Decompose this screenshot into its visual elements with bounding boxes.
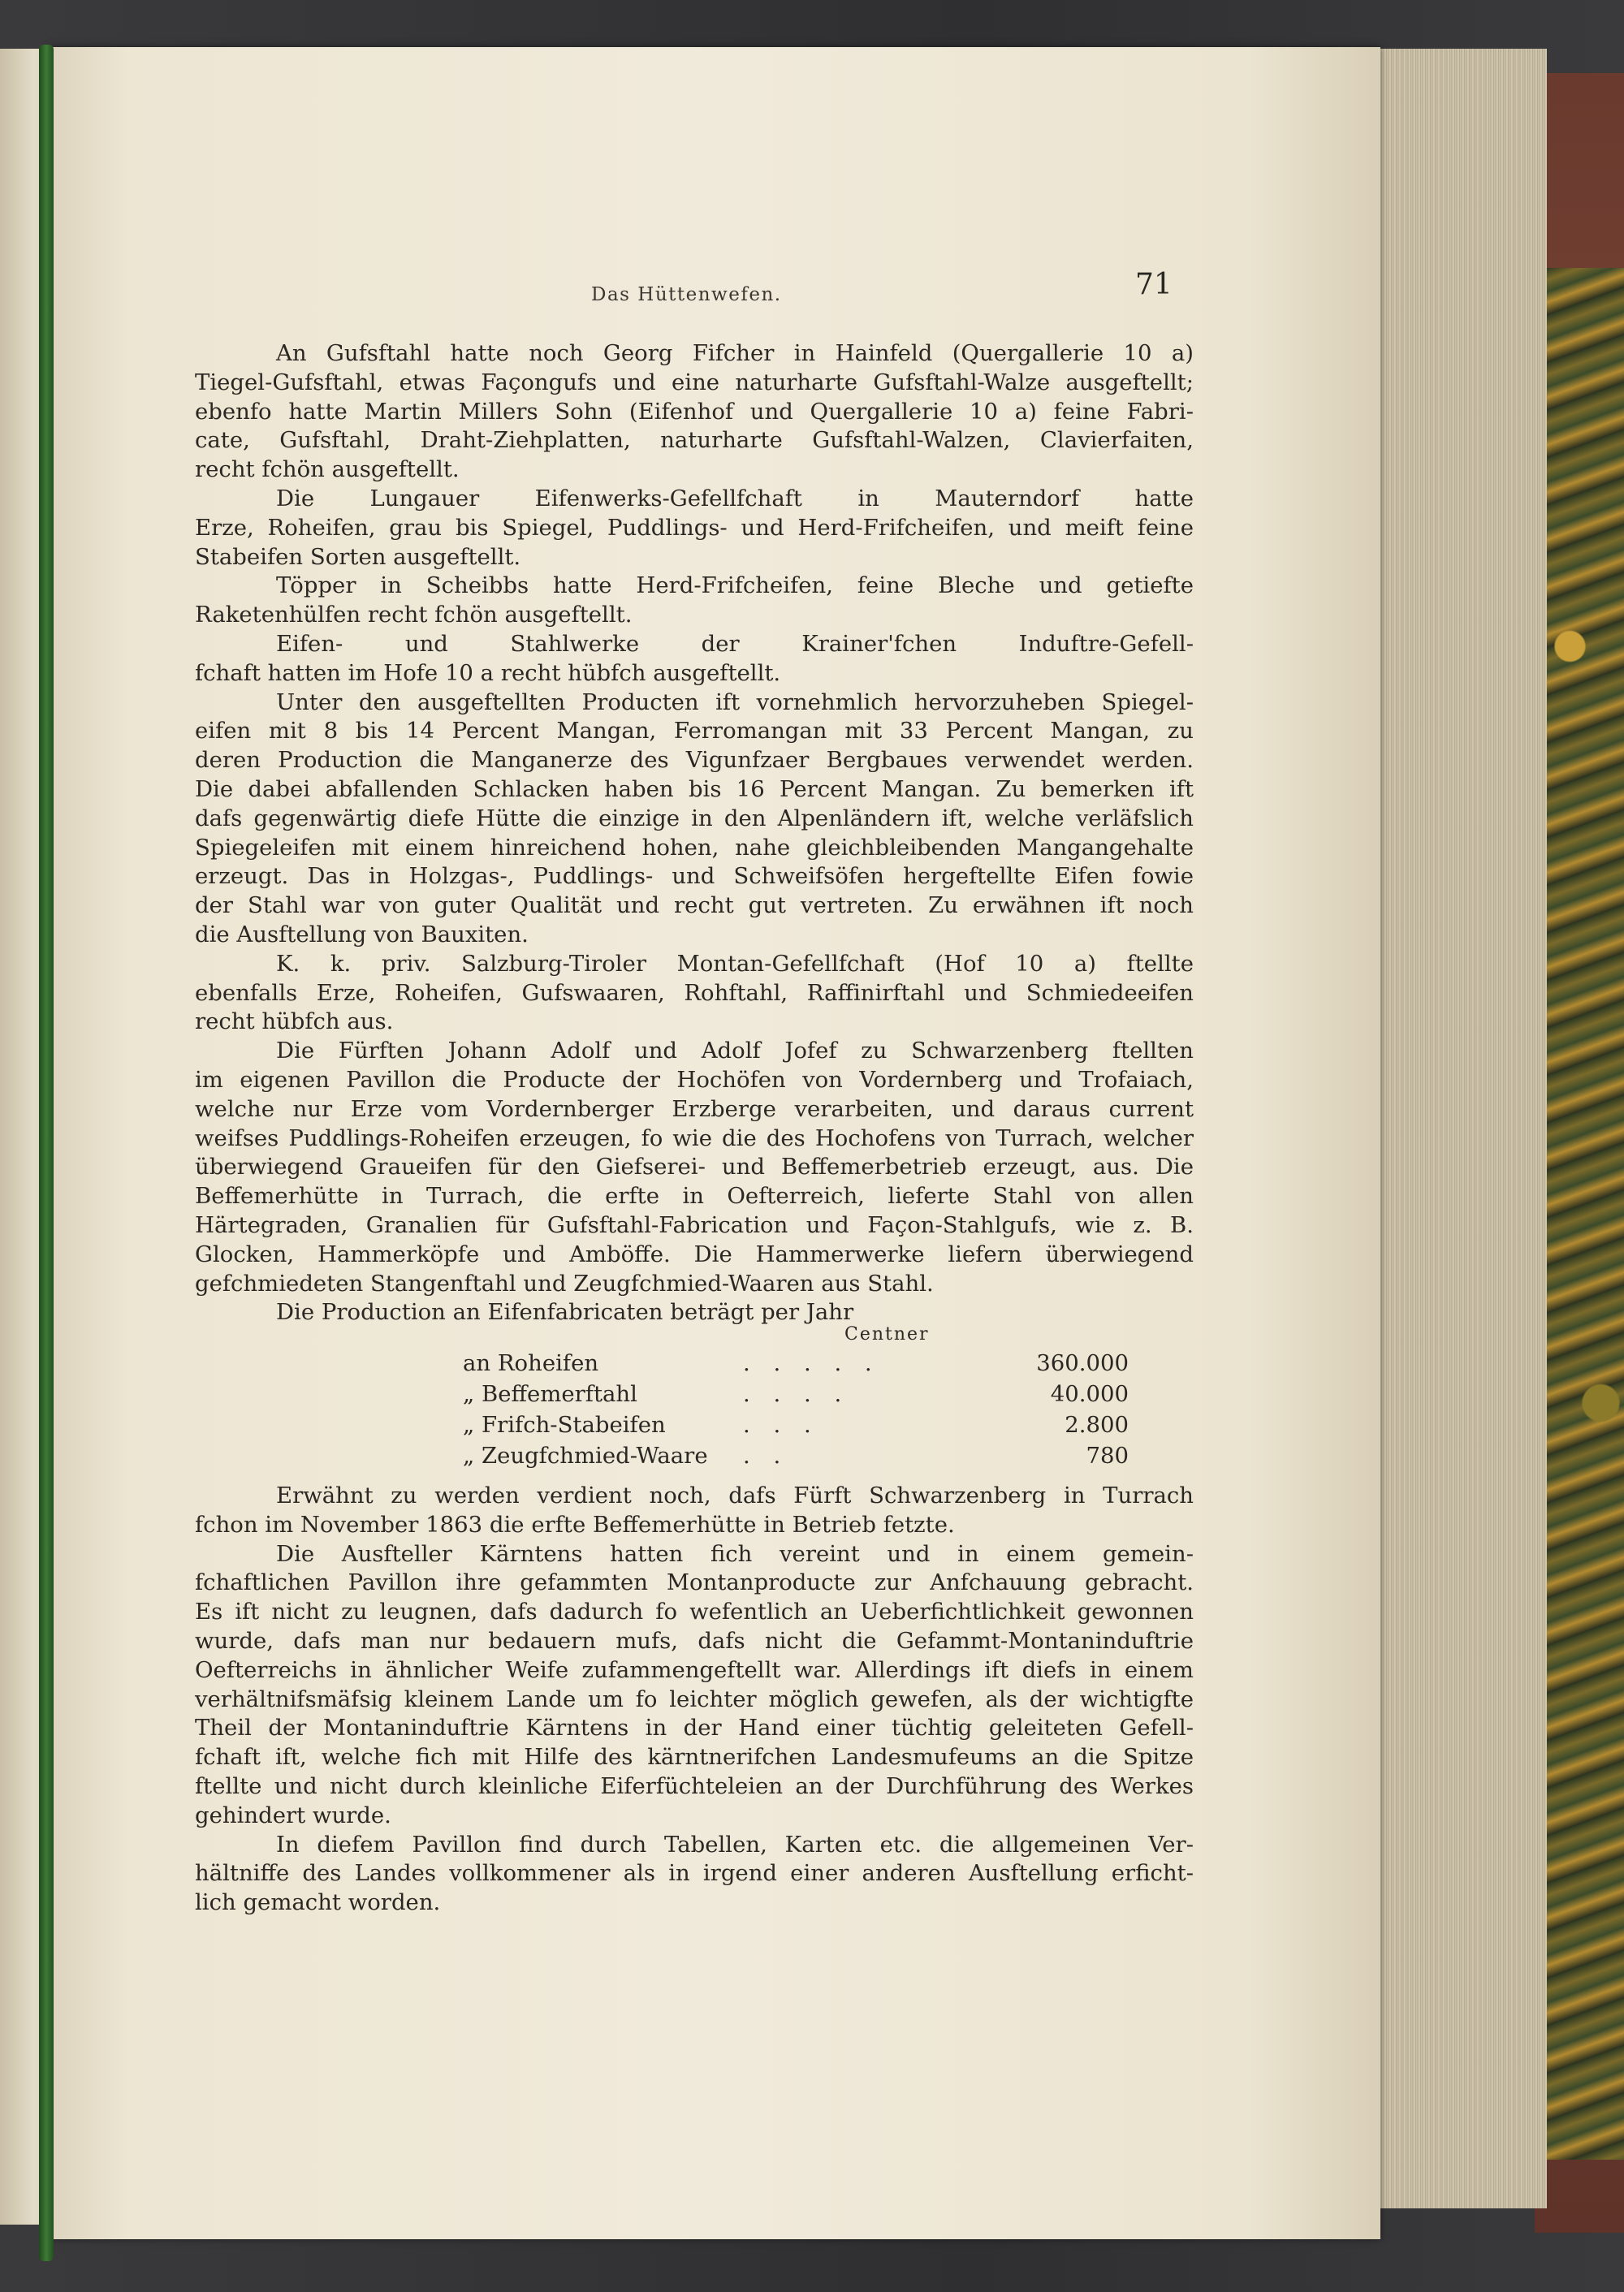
text-line: cate, Gufsftahl, Draht-Ziehplatten, naturharte Gufsftahl-Walzen, Clavierfaiten, — [195, 427, 1194, 454]
text-line: hältniffe des Landes vollkommener als in irgend einer anderen Ausftellung erficht- — [195, 1860, 1194, 1887]
table-value: 780 — [1086, 1443, 1129, 1470]
marbled-endpaper — [1547, 268, 1624, 2160]
text-line: erzeugt. Das in Holzgas-, Puddlings- und Schweifsöfen hergeftellte Eifen fowie — [195, 863, 1194, 890]
text-line: überwiegend Graueifen für den Giefserei- und Beffemerbetrieb erzeugt, aus. Die — [195, 1154, 1194, 1181]
table-dots: . . . . — [743, 1381, 850, 1408]
text-line: Es ift nicht zu leugnen, dafs dadurch fo wefentlich an Ueberfichtlichkeit gewonnen — [195, 1599, 1194, 1625]
table-value: 360.000 — [1036, 1350, 1129, 1377]
text-line: recht fchön ausgeftellt. — [195, 456, 460, 483]
text-line: ebenfo hatte Martin Millers Sohn (Eifenhof und Quergallerie 10 a) feine Fabri- — [195, 398, 1194, 425]
text-line: K. k. priv. Salzburg-Tiroler Montan-Gefellfchaft (Hof 10 a) ftellte — [276, 950, 1194, 977]
text-line: Tiegel-Gufsftahl, etwas Façongufs und eine naturharte Gufsftahl-Walze ausgeftellt; — [195, 369, 1194, 395]
text-line: Erze, Roheifen, grau bis Spiegel, Puddlings- und Herd-Frifcheifen, und meift feine — [195, 514, 1194, 541]
text-line: Erwähnt zu werden verdient noch, dafs Fürft Schwarzenberg in Turrach — [276, 1483, 1194, 1509]
table-row — [463, 1350, 1129, 1381]
text-line: deren Production die Manganerze des Vigunfzaer Bergbaues verwendet werden. — [195, 747, 1194, 774]
table-label: „ Zeugfchmied-Waare — [463, 1443, 708, 1470]
text-line: Stabeifen Sorten ausgeftellt. — [195, 543, 521, 570]
text-line: Beffemerhütte in Turrach, die erfte in Oefterreich, lieferte Stahl von allen — [195, 1183, 1194, 1210]
text-line: fchaft ift, welche fich mit Hilfe des kärntnerifchen Landesmufeums an die Spitze — [195, 1744, 1194, 1771]
table-label: an Roheifen — [463, 1350, 599, 1377]
table-row — [463, 1412, 1129, 1443]
text-line: Die dabei abfallenden Schlacken haben bis 16 Percent Mangan. Zu bemerken ift — [195, 775, 1194, 802]
text-line: ftellte und nicht durch kleinliche Eiferfüchteleien an der Durchführung des Werkes — [195, 1773, 1194, 1800]
text-line: Eifen- und Stahlwerke der Krainer'fchen Induftre-Gefell- — [276, 630, 1194, 657]
text-line: gehindert wurde. — [195, 1802, 391, 1828]
text-line: fchaftlichen Pavillon ihre gefammten Montanproducte zur Anfchauung gebracht. — [195, 1569, 1194, 1596]
table-row — [463, 1443, 1129, 1474]
text-line: gefchmiedeten Stangenftahl und Zeugfchmied-Waaren aus Stahl. — [195, 1270, 934, 1297]
table-dots: . . — [743, 1443, 789, 1470]
table-value: 40.000 — [1050, 1381, 1129, 1408]
text-line: Theil der Montaninduftrie Kärntens in der Hand einer tüchtig geleiteten Gefell- — [195, 1715, 1194, 1742]
text-line: In diefem Pavillon find durch Tabellen, Karten etc. die allgemeinen Ver- — [276, 1831, 1194, 1858]
table-dots: . . . . . — [743, 1350, 880, 1377]
text-line: weifses Puddlings-Roheifen erzeugen, fo wie die des Hochofens von Turrach, welcher — [195, 1124, 1194, 1151]
table-label: „ Frifch-Stabeifen — [463, 1412, 666, 1439]
text-line: An Gufsftahl hatte noch Georg Fifcher in Hainfeld (Quergallerie 10 a) — [276, 340, 1194, 366]
table-unit-header: Centner — [844, 1324, 930, 1345]
text-line: lich gemacht worden. — [195, 1889, 441, 1916]
table-value: 2.800 — [1065, 1412, 1129, 1439]
text-line: fchon im November 1863 die erfte Beffemerhütte in Betrieb fetzte. — [195, 1511, 955, 1538]
text-line: recht hübfch aus. — [195, 1008, 394, 1035]
text-line: ebenfalls Erze, Roheifen, Gufswaaren, Rohftahl, Raffinirftahl und Schmiedeeifen — [195, 979, 1194, 1006]
text-line: dafs gegenwärtig diefe Hütte die einzige in den Alpenländern ift, welche verläfslich — [195, 805, 1194, 831]
text-line: Härtegraden, Granalien für Gufsftahl-Fabrication und Façon-Stahlgufs, wie z. B. — [195, 1211, 1194, 1238]
page-number: 71 — [1135, 268, 1173, 301]
text-line: Raketenhülfen recht fchön ausgeftellt. — [195, 602, 633, 628]
page-edges — [1372, 49, 1547, 2208]
text-line: Die Ausfteller Kärntens hatten fich vereint und in einem gemein- — [276, 1540, 1194, 1567]
text-line: eifen mit 8 bis 14 Percent Mangan, Ferromangan mit 33 Percent Mangan, zu — [195, 718, 1194, 745]
text-line: welche nur Erze vom Vordernberger Erzberge verarbeiten, und daraus current — [195, 1095, 1194, 1122]
text-line: Unter den ausgeftellten Producten ift vornehmlich hervorzuheben Spiegel- — [276, 688, 1194, 715]
table-dots: . . . — [743, 1412, 819, 1439]
text-line: fchaft hatten im Hofe 10 a recht hübfch ausgeftellt. — [195, 659, 781, 686]
text-line: Die Lungauer Eifenwerks-Gefellfchaft in Mauterndorf hatte — [276, 485, 1194, 511]
text-line: verhältnifsmäfsig kleinem Lande um fo leichter möglich gewefen, als der wichtigfte — [195, 1686, 1194, 1712]
text-line: der Stahl war von guter Qualität und recht gut vertreten. Zu erwähnen ift noch — [195, 892, 1194, 919]
text-line: wurde, dafs man nur bedauern mufs, dafs nicht die Gefammt-Montaninduftrie — [195, 1628, 1194, 1655]
production-table — [195, 1324, 1194, 1482]
text-line: Oefterreichs in ähnlicher Weife zufammengeftellt war. Allerdings ift diefs in einem — [195, 1656, 1194, 1683]
text-line: Die Production an Eifenfabricaten beträgt per Jahr — [276, 1299, 854, 1326]
running-head: Das Hüttenwefen. — [591, 284, 782, 305]
page-header — [195, 268, 1194, 317]
text-line: im eigenen Pavillon die Producte der Hochöfen von Vordernberg und Trofaiach, — [195, 1066, 1194, 1093]
text-line: Spiegeleifen mit einem hinreichend hohen, nahe gleichbleibenden Mangangehalte — [195, 834, 1194, 861]
text-line: Töpper in Scheibbs hatte Herd-Frifcheifen, feine Bleche und getiefte — [276, 572, 1194, 599]
text-line: Die Fürften Johann Adolf und Adolf Jofef zu Schwarzenberg ftellten — [276, 1038, 1194, 1064]
bookmark-ribbon — [39, 45, 54, 2261]
text-line: Glocken, Hammerköpfe und Amböffe. Die Hammerwerke liefern überwiegend — [195, 1241, 1194, 1267]
table-row — [463, 1381, 1129, 1412]
text-line: die Ausftellung von Bauxiten. — [195, 921, 529, 947]
body-text — [195, 339, 1194, 1918]
table-label: „ Beffemerftahl — [463, 1381, 637, 1408]
